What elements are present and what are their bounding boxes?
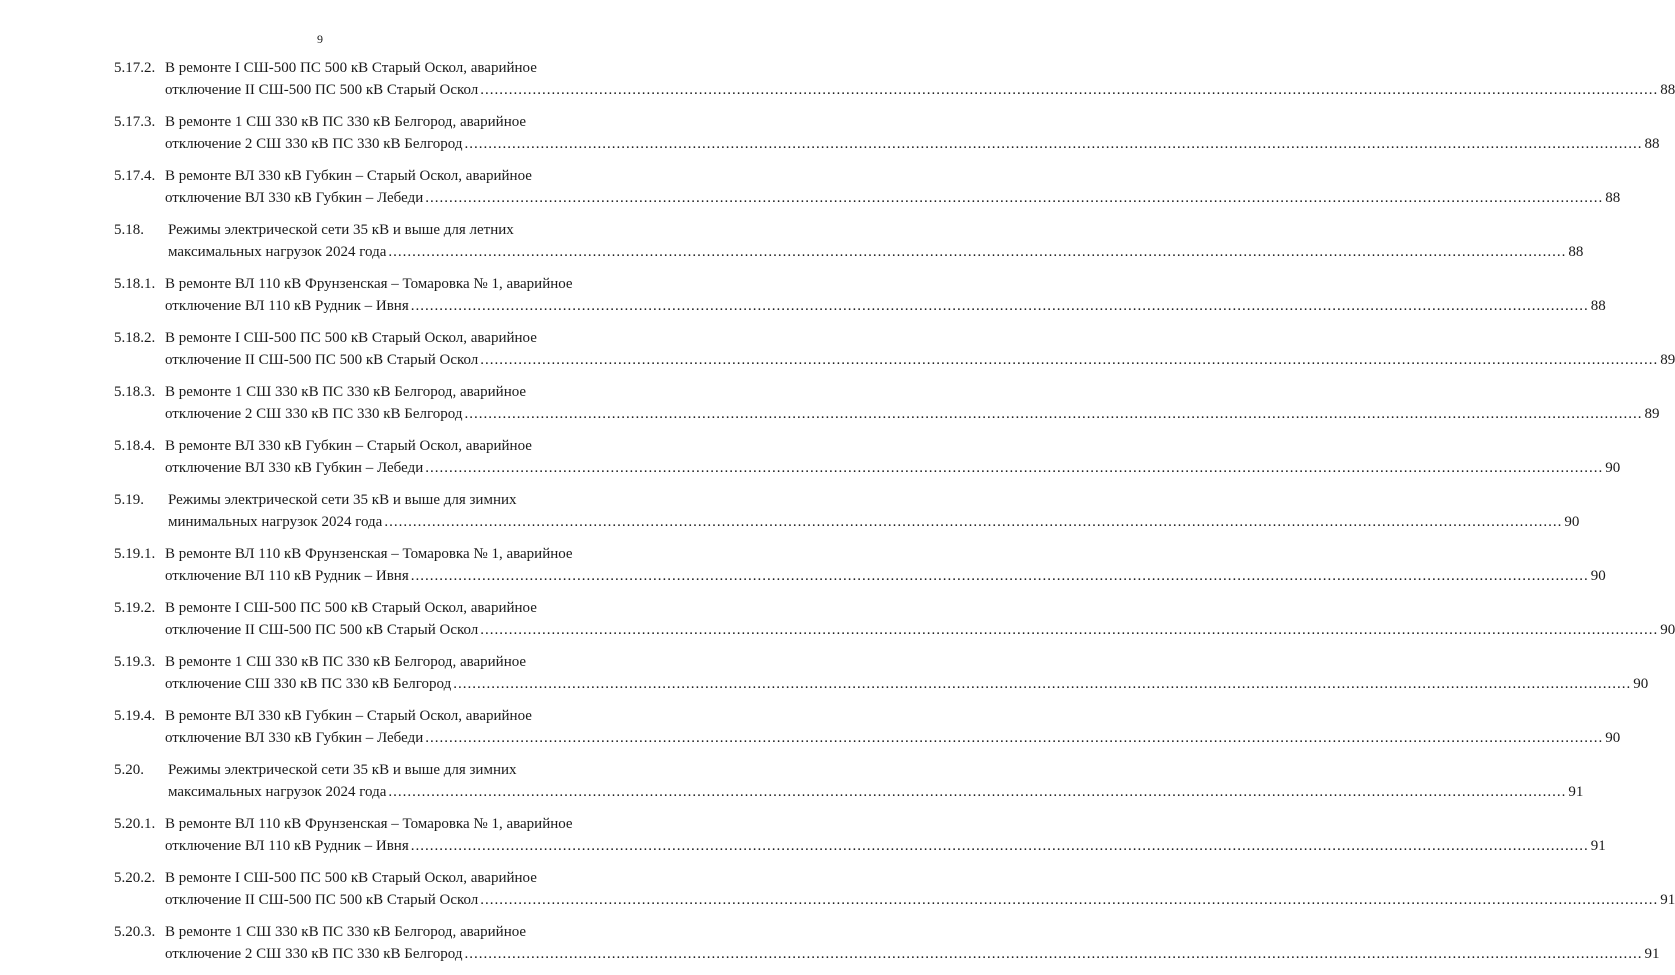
- toc-entry-title-line-1: В ремонте 1 СШ 330 кВ ПС 330 кВ Белгород, аварийное: [165, 654, 527, 670]
- dot-leader: [411, 835, 1589, 857]
- toc-entry-line-1: [114, 489, 624, 511]
- toc-entry-line-2: [114, 565, 1606, 587]
- toc-entry-title-line-2: отключение 2 СШ 330 кВ ПС 330 кВ Белгород: [165, 136, 463, 152]
- toc-entry[interactable]: [114, 597, 1675, 641]
- toc-entry-line-1: [114, 273, 624, 295]
- toc-entry-line-2: [114, 619, 1675, 641]
- toc-entry-page: 90: [1564, 514, 1580, 530]
- toc-entry-number: 5.18.3.: [114, 384, 156, 400]
- toc-entry-page: 89: [1644, 406, 1660, 422]
- toc-entry[interactable]: [114, 111, 1660, 155]
- toc-entry-title-line-2: отключение II СШ-500 ПС 500 кВ Старый Оскол: [165, 892, 479, 908]
- toc-entry[interactable]: [114, 327, 1675, 371]
- toc-entry-number: 5.18.1.: [114, 276, 156, 292]
- toc-entry-page: 91: [1644, 946, 1660, 962]
- toc-entry-number: 5.19.: [114, 492, 144, 508]
- toc-entry-title-line-1: Режимы электрической сети 35 кВ и выше для летних: [168, 222, 514, 238]
- dot-leader: [480, 889, 1658, 911]
- toc-entry-title-line-2: отключение II СШ-500 ПС 500 кВ Старый Оскол: [165, 352, 479, 368]
- toc-entry-line-2: [114, 943, 1660, 965]
- toc-entry-page: 91: [1590, 838, 1606, 854]
- toc-entry-title-line-1: В ремонте 1 СШ 330 кВ ПС 330 кВ Белгород, аварийное: [165, 114, 527, 130]
- toc-entry-page: 88: [1605, 190, 1621, 206]
- dot-leader: [480, 79, 1658, 101]
- toc-entry-page: 91: [1660, 892, 1675, 908]
- toc-entry-title-line-2: отключение ВЛ 330 кВ Губкин – Лебеди: [165, 190, 424, 206]
- toc-entry[interactable]: [114, 651, 1649, 695]
- toc-entry-line-1: [114, 57, 624, 79]
- toc-entry-page: 90: [1660, 622, 1675, 638]
- toc-entry-title-line-1: В ремонте 1 СШ 330 кВ ПС 330 кВ Белгород, аварийное: [165, 384, 527, 400]
- toc-entry[interactable]: [114, 705, 1621, 749]
- toc-entry-line-2: [114, 889, 1675, 911]
- toc-entry-title-line-1: Режимы электрической сети 35 кВ и выше для зимних: [168, 492, 517, 508]
- toc-entry-title-line-1: В ремонте ВЛ 110 кВ Фрунзенская – Томаровка № 1, аварийное: [165, 276, 573, 292]
- toc-entry-line-2: [114, 349, 1675, 371]
- toc-entry-line-2: [114, 511, 1580, 533]
- toc-entry-line-1: [114, 543, 624, 565]
- toc-entry-line-1: [114, 165, 624, 187]
- toc-section-entry[interactable]: [114, 489, 1580, 533]
- toc-entry[interactable]: [114, 165, 1621, 209]
- toc-entry-title-line-1: В ремонте ВЛ 330 кВ Губкин – Старый Оскол, аварийное: [165, 168, 532, 184]
- toc-entry-number: 5.19.3.: [114, 654, 156, 670]
- toc-entry-title-line-2: отключение ВЛ 330 кВ Губкин – Лебеди: [165, 460, 424, 476]
- toc-entry-title-line-1: В ремонте I СШ-500 ПС 500 кВ Старый Оскол, аварийное: [165, 600, 537, 616]
- toc-entry-title-line-2: отключение II СШ-500 ПС 500 кВ Старый Оскол: [165, 622, 479, 638]
- toc-entry-number: 5.18.2.: [114, 330, 156, 346]
- toc-entry-number: 5.17.4.: [114, 168, 156, 184]
- toc-entry-line-2: [114, 187, 1621, 209]
- dot-leader: [464, 403, 1642, 425]
- toc-entry-line-1: [114, 435, 624, 457]
- toc-entry-title-line-1: В ремонте 1 СШ 330 кВ ПС 330 кВ Белгород, аварийное: [165, 924, 527, 940]
- toc-entry-line-2: [114, 79, 1675, 101]
- toc-entry-line-2: [114, 457, 1621, 479]
- toc-entry[interactable]: [114, 867, 1675, 911]
- toc-entry-number: 5.20.: [114, 762, 144, 778]
- toc-entry-number: 5.19.4.: [114, 708, 156, 724]
- dot-leader: [425, 727, 1603, 749]
- toc-entry[interactable]: [114, 57, 1675, 101]
- dot-leader: [464, 943, 1642, 965]
- toc-entry-number: 5.18.4.: [114, 438, 156, 454]
- toc-entry-line-2: [114, 673, 1649, 695]
- dot-leader: [425, 187, 1603, 209]
- toc-entry-page: 89: [1660, 352, 1675, 368]
- toc-entry-number: 5.18.: [114, 222, 144, 238]
- toc-entry-page: 90: [1605, 730, 1621, 746]
- toc-entry-line-2: [114, 835, 1606, 857]
- toc-entry-number: 5.20.3.: [114, 924, 156, 940]
- toc-entry-number: 5.17.2.: [114, 60, 156, 76]
- toc-entry-line-1: [114, 219, 624, 241]
- dot-leader: [411, 565, 1589, 587]
- toc-entry-line-1: [114, 813, 624, 835]
- toc-entry-line-1: [114, 921, 624, 943]
- toc-entry-page: 91: [1568, 784, 1584, 800]
- page-number: 9: [317, 32, 323, 46]
- toc-section-entry[interactable]: [114, 219, 1584, 263]
- toc-entry-title-line-2: отключение ВЛ 110 кВ Рудник – Ивня: [165, 298, 409, 314]
- toc-entry-title-line-1: В ремонте ВЛ 110 кВ Фрунзенская – Томаровка № 1, аварийное: [165, 546, 573, 562]
- toc-entry-title-line-1: В ремонте ВЛ 110 кВ Фрунзенская – Томаровка № 1, аварийное: [165, 816, 573, 832]
- toc-entry-title-line-2: отключение ВЛ 110 кВ Рудник – Ивня: [165, 568, 409, 584]
- toc-entry-number: 5.20.1.: [114, 816, 156, 832]
- dot-leader: [388, 241, 1566, 263]
- toc-entry-title-line-2: отключение СШ 330 кВ ПС 330 кВ Белгород: [165, 676, 452, 692]
- toc-entry-number: 5.17.3.: [114, 114, 156, 130]
- toc-entry-line-1: [114, 597, 624, 619]
- toc-entry-page: 90: [1590, 568, 1606, 584]
- dot-leader: [480, 619, 1658, 641]
- toc-entry-title-line-2: отключение 2 СШ 330 кВ ПС 330 кВ Белгород: [165, 946, 463, 962]
- toc-entry-line-1: [114, 867, 624, 889]
- toc-entry-page: 88: [1644, 136, 1660, 152]
- toc-entry-page: 88: [1590, 298, 1606, 314]
- dot-leader: [480, 349, 1658, 371]
- toc-entry-title-line-2: отключение II СШ-500 ПС 500 кВ Старый Оскол: [165, 82, 479, 98]
- toc-entry-line-1: [114, 111, 624, 133]
- toc-entry-number: 5.19.2.: [114, 600, 156, 616]
- dot-leader: [464, 133, 1642, 155]
- toc-entry[interactable]: [114, 381, 1660, 425]
- toc-entry-line-1: [114, 327, 624, 349]
- toc-section-entry[interactable]: [114, 759, 1584, 803]
- toc-entry-page: 90: [1633, 676, 1649, 692]
- toc-entry-title-line-2: отключение 2 СШ 330 кВ ПС 330 кВ Белгород: [165, 406, 463, 422]
- toc-entry-title-line-2: отключение ВЛ 330 кВ Губкин – Лебеди: [165, 730, 424, 746]
- toc-entry-page: 90: [1605, 460, 1621, 476]
- toc-entry-line-2: [114, 781, 1584, 803]
- dot-leader: [388, 781, 1566, 803]
- toc-entry[interactable]: [114, 813, 1606, 857]
- toc-entry-title-line-1: В ремонте I СШ-500 ПС 500 кВ Старый Оскол, аварийное: [165, 330, 537, 346]
- toc-entry[interactable]: [114, 273, 1606, 317]
- toc-entry-line-1: [114, 705, 624, 727]
- toc-entry-line-1: [114, 381, 624, 403]
- toc-entry-number: 5.20.2.: [114, 870, 156, 886]
- toc-entry-line-2: [114, 295, 1606, 317]
- toc-entry-title-line-1: В ремонте I СШ-500 ПС 500 кВ Старый Оскол, аварийное: [165, 60, 537, 76]
- toc-entry-title-line-1: В ремонте I СШ-500 ПС 500 кВ Старый Оскол, аварийное: [165, 870, 537, 886]
- toc-entry-title-line-1: В ремонте ВЛ 330 кВ Губкин – Старый Оскол, аварийное: [165, 708, 532, 724]
- toc-entry[interactable]: [114, 921, 1660, 965]
- toc-entry-title-line-2: отключение ВЛ 110 кВ Рудник – Ивня: [165, 838, 409, 854]
- toc-entry-title-line-1: В ремонте ВЛ 330 кВ Губкин – Старый Оскол, аварийное: [165, 438, 532, 454]
- toc-entry-number: 5.19.1.: [114, 546, 156, 562]
- toc-entry-title-line-1: Режимы электрической сети 35 кВ и выше для зимних: [168, 762, 517, 778]
- dot-leader: [453, 673, 1631, 695]
- toc-entry-line-2: [114, 241, 1584, 263]
- toc-entry-title-line-2: минимальных нагрузок 2024 года: [168, 514, 383, 530]
- toc-entry-line-1: [114, 759, 624, 781]
- toc-entry-page: 88: [1568, 244, 1584, 260]
- toc-entry[interactable]: [114, 435, 1621, 479]
- dot-leader: [425, 457, 1603, 479]
- toc-entry-title-line-2: максимальных нагрузок 2024 года: [168, 784, 387, 800]
- dot-leader: [384, 511, 1562, 533]
- toc-entry-line-2: [114, 727, 1621, 749]
- table-of-contents: [114, 57, 1675, 975]
- toc-entry-line-2: [114, 403, 1660, 425]
- toc-entry-line-1: [114, 651, 624, 673]
- dot-leader: [411, 295, 1589, 317]
- toc-entry-line-2: [114, 133, 1660, 155]
- toc-entry-page: 88: [1660, 82, 1675, 98]
- toc-entry[interactable]: [114, 543, 1606, 587]
- toc-entry-title-line-2: максимальных нагрузок 2024 года: [168, 244, 387, 260]
